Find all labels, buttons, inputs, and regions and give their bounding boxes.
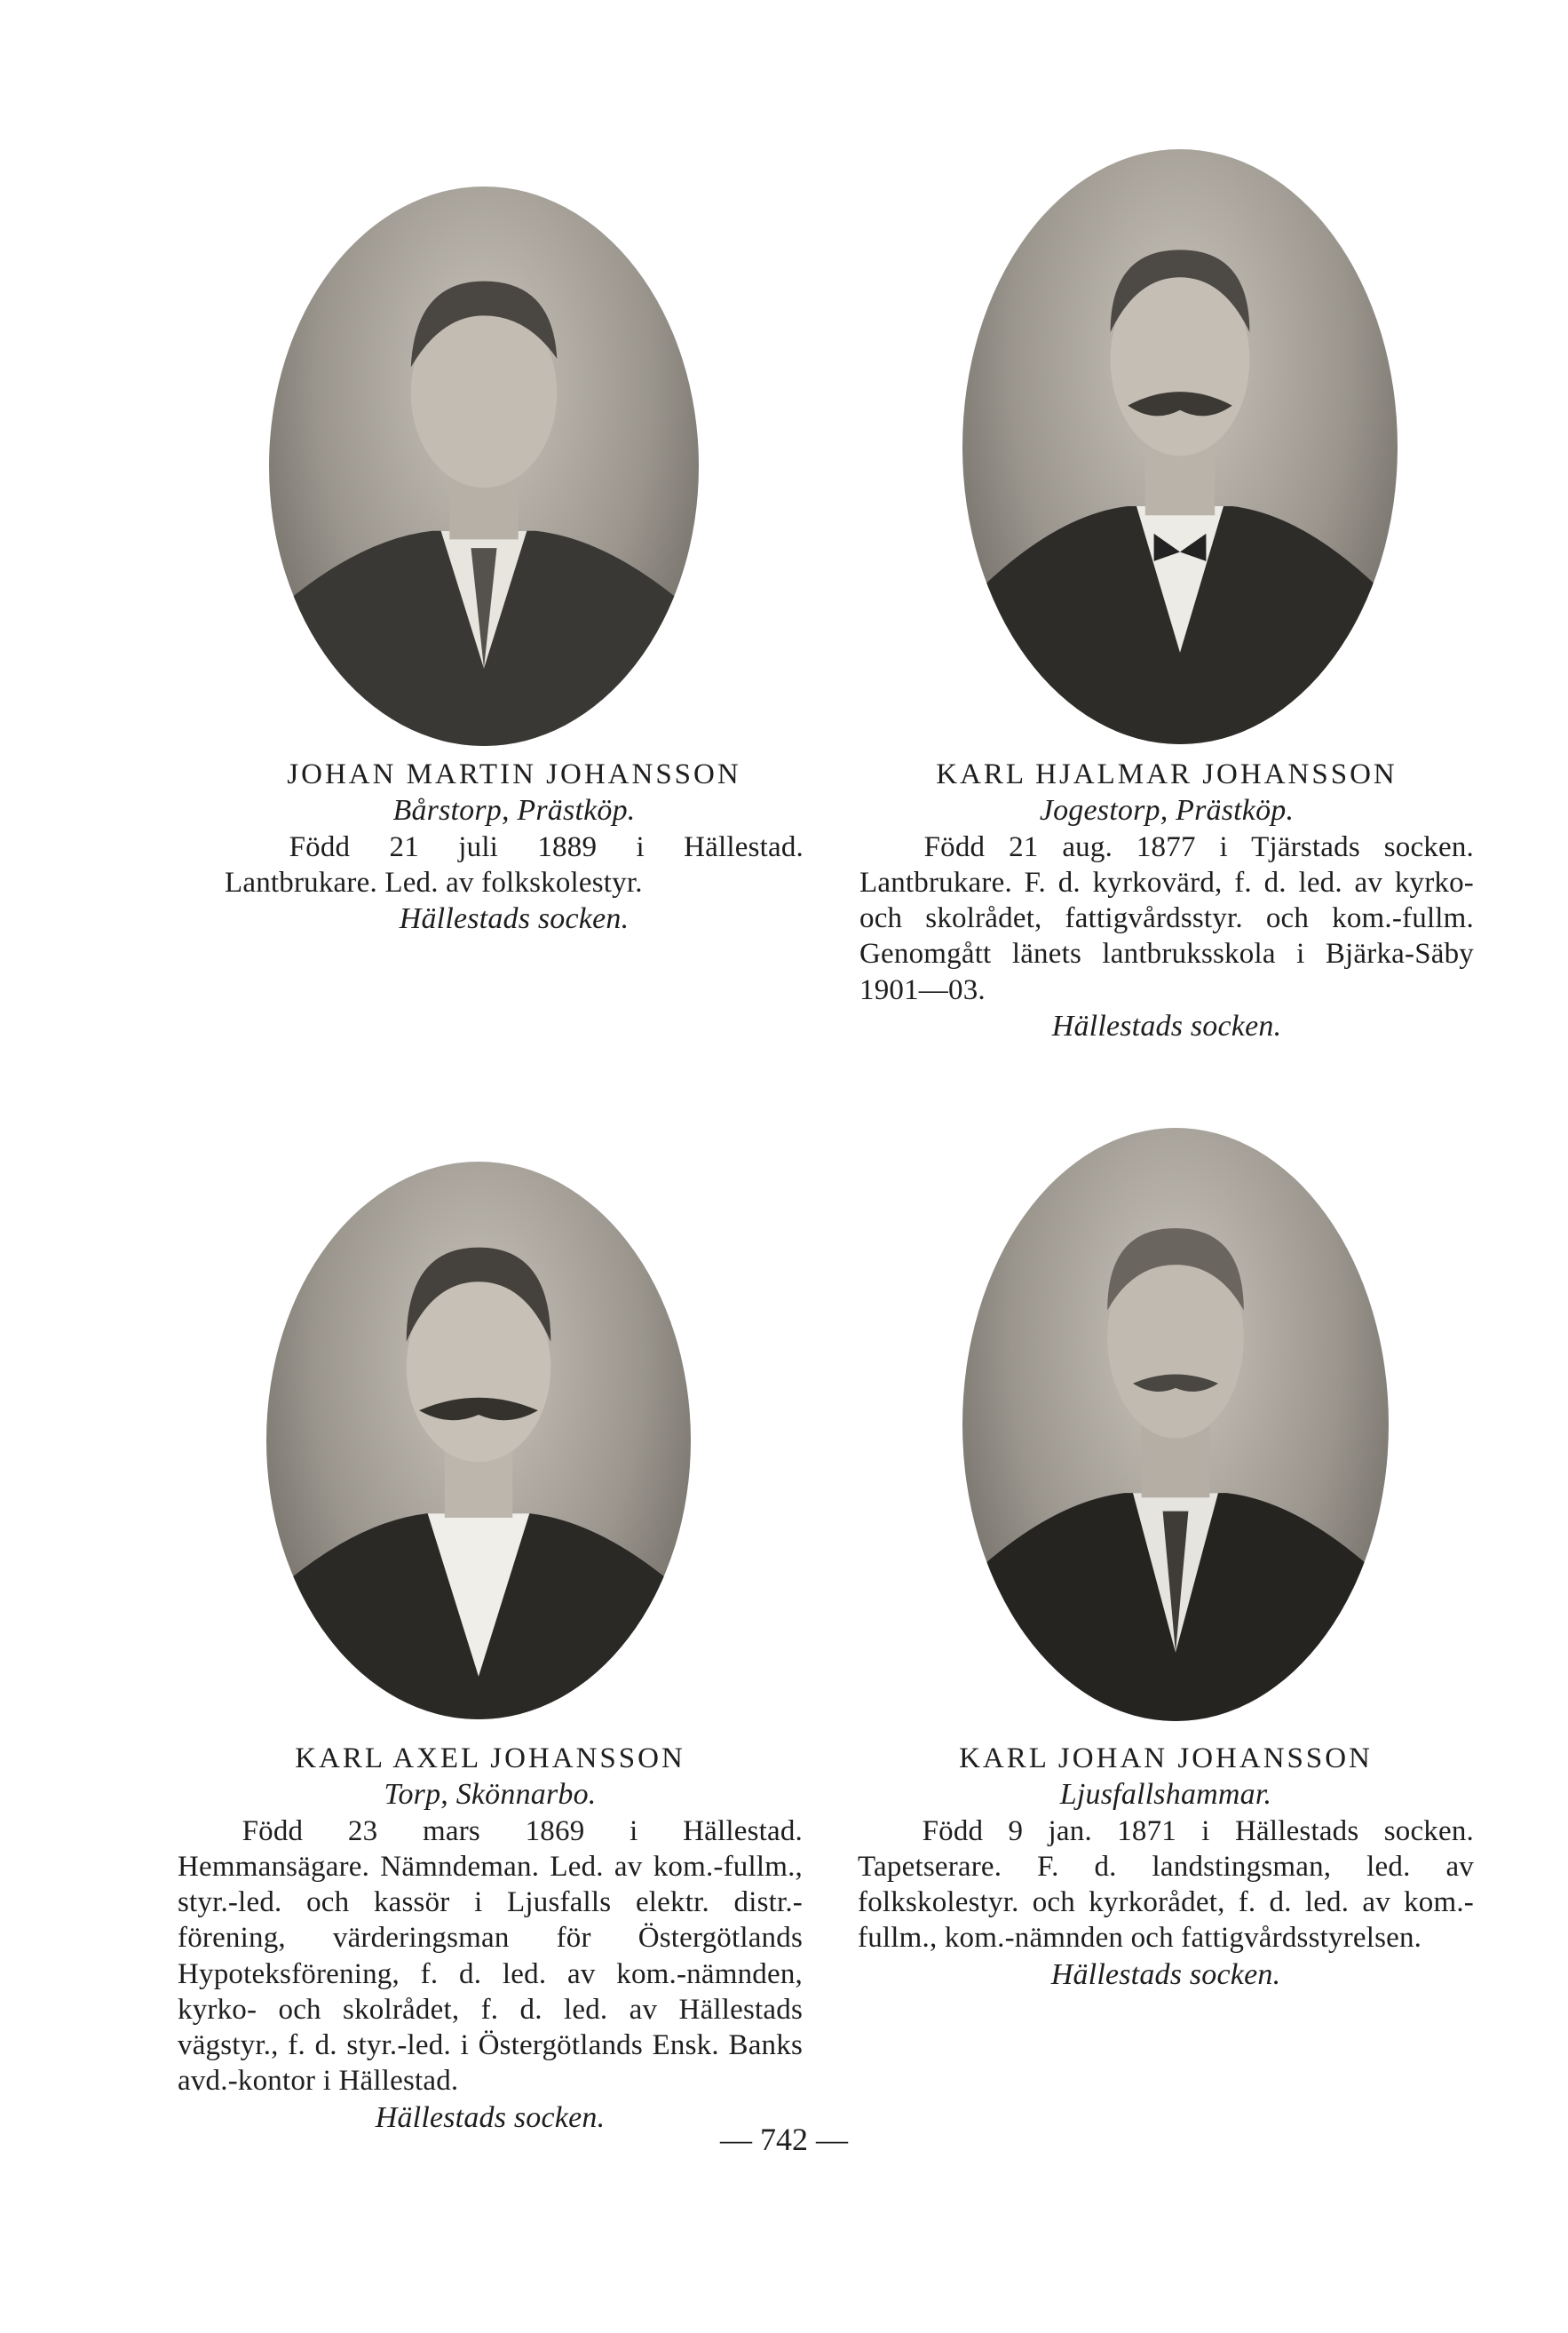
portrait-photo-karl-axel — [266, 1162, 691, 1719]
residence: Bårstorp, Prästköp. — [392, 794, 636, 828]
biography-text: Född 9 jan. 1871 i Hällestads socken. Tapetserare. F. d. landstingsman, led. av folkskolestyr. och kyrkorådet, f. d. led. av kom.-fullm., kom.-nämnden och fattigvårdsstyrelsen. — [858, 1814, 1474, 1955]
person-name: JOHAN MARTIN JOHANSSON — [287, 758, 741, 790]
biography-entry — [178, 1741, 803, 2136]
biography-entry — [225, 757, 804, 938]
biography-text: Född 21 juli 1889 i Hällestad. Lantbrukare. Led. av folkskolestyr. — [225, 830, 804, 899]
residence: Jogestorp, Prästköp. — [1039, 794, 1295, 828]
portrait-photo-karl-hjalmar — [962, 149, 1398, 744]
residence: Ljusfallshammar. — [1059, 1778, 1272, 1812]
parish: Hällestads socken. — [399, 902, 630, 936]
portrait-photo-johan-martin — [269, 186, 699, 746]
portrait-figure — [962, 149, 1398, 744]
portrait-figure — [962, 1128, 1389, 1721]
parish: Hällestads socken. — [375, 2100, 606, 2134]
portrait-figure — [266, 1162, 691, 1719]
page-number: — 742 — — [720, 2122, 848, 2157]
parish: Hällestads socken. — [1050, 1957, 1281, 1991]
person-name: KARL JOHAN JOHANSSON — [959, 1742, 1373, 1774]
portrait-photo-karl-johan — [962, 1128, 1389, 1721]
person-name: KARL HJALMAR JOHANSSON — [936, 758, 1398, 790]
biography-text: Född 21 aug. 1877 i Tjärstads socken. Lantbrukare. F. d. kyrkovärd, f. d. led. av kyrko- och skolrådet, fattigvårdsstyr. och kom.-fullm. Genomgått länets lantbruksskola i Bjärka-Säby 1901—03. — [859, 830, 1474, 1006]
residence: Torp, Skönnarbo. — [384, 1778, 597, 1812]
biography-entry — [858, 1741, 1474, 1993]
person-name: KARL AXEL JOHANSSON — [295, 1742, 685, 1774]
biography-entry — [859, 757, 1474, 1044]
biography-text: Född 23 mars 1869 i Hällestad. Hemmansägare. Nämndeman. Led. av kom.-fullm., styr.-led. och kassör i Ljusfalls elektr. distr.-förening, värderingsman för Östergötlands Hypoteksförening, f. d. led. av kom.-nämnden, kyrko- och skolrådet, f. d. led. av Hällestads vägstyr., f. d. styr.-led. i Östergötlands Ensk. Banks avd.-kontor i Hällestad. — [178, 1814, 803, 2098]
parish: Hällestads socken. — [1051, 1009, 1282, 1043]
portrait-figure — [269, 186, 699, 746]
